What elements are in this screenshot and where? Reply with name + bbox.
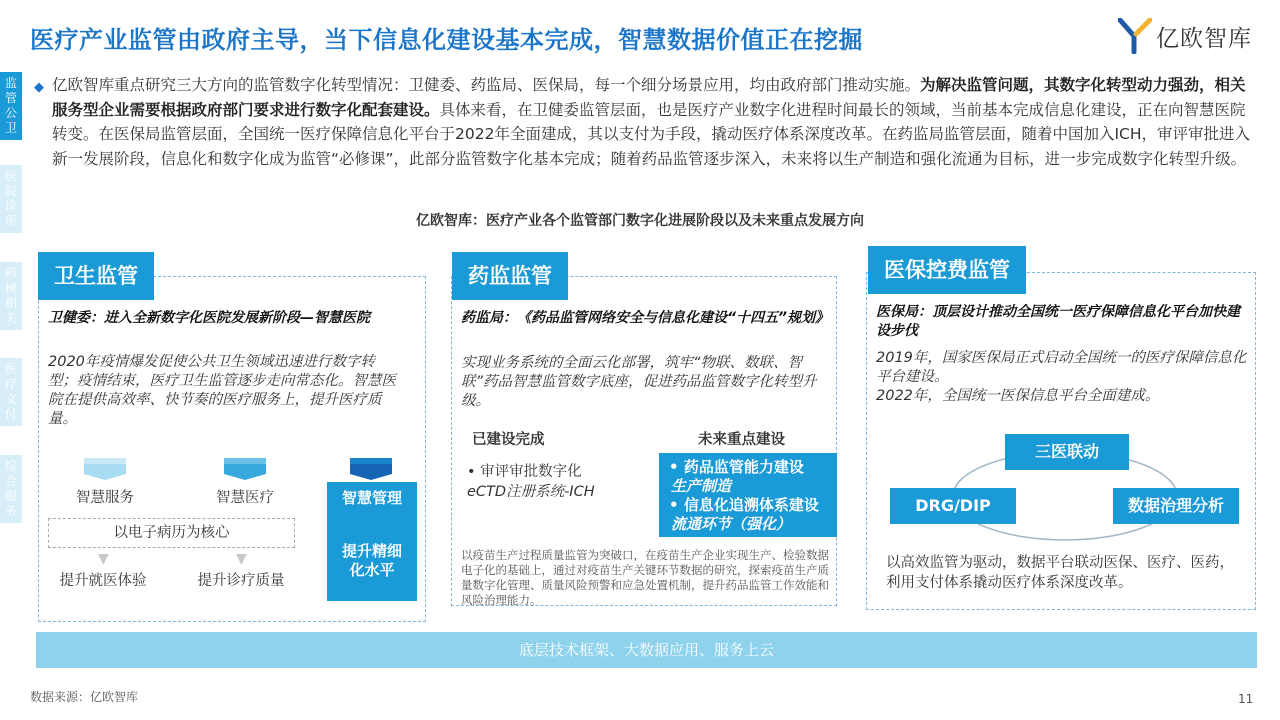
intro-text-2: 具体来看，在卫健委监管层面，也是医疗产业数字化进程时间最长的领域，当前基本完成信息化建设，正在向智慧医院转变。在医保局监管层面，全国统一医疗保障信息化平台于2022年全面建成，其以支付为手段，撬动医疗体系深度改革。在药监局监管层面，随着中国加入ICH，审评审批进入新一发展阶段，信息化和数字化成为监管“必修课”，此部分监管数字化基本完成；随着药品监管逐步深入，未来将以生产制造和强化流通为目标，进一步完成数字化转型升级。 (52, 100, 1251, 168)
panel1-heading: 卫健委：进入全新数字化医院发展新阶段—智慧医院 (48, 310, 370, 326)
side-tab-4[interactable]: 医疗文付 (0, 358, 22, 426)
panel3-heading: 医保局：顶层设计推动全国统一医疗保障信息化平台加快建设步伐 (876, 304, 1240, 339)
page-number: 11 (1238, 692, 1254, 706)
future-focus-box (659, 453, 837, 537)
panel2-title: 药监监管 (452, 252, 568, 300)
diamond-bullet-icon: ◆ (34, 80, 44, 95)
future-item-1: • 药品监管能力建设 (669, 458, 804, 476)
side-tab-2[interactable]: 医院诊所 (0, 165, 22, 233)
cube-icon-2 (224, 458, 266, 480)
panel2-heading: 药监局：《药品监管网络安全与信息化建设“十四五”规划》 (461, 310, 830, 326)
item-smart-medical: 智慧医疗 (216, 490, 274, 506)
outcome-experience: 提升就医体验 (59, 573, 147, 589)
logo-text: 亿欧智库 (1156, 25, 1252, 52)
intro-text-bold: 为解决监管问题，其数字化转型动力强劲，相关服务型企业需要根据政府部门要求进行数字化配套建设。 (52, 76, 1246, 119)
arrow-down-icon: ▼ (98, 551, 109, 567)
panel3-body-1: 2019年，国家医保局正式启动全国统一的医疗保障信息化平台建设。 (876, 350, 1247, 385)
outcome-refinement: 提升精细化水平 (341, 542, 402, 579)
data-source: 数据来源：亿欧智库 (30, 690, 139, 704)
page-title: 医疗产业监管由政府主导，当下信息化建设基本完成，智慧数据价值正在挖掘 (30, 26, 863, 54)
panel3-body-2: 2022年，全国统一医保信息平台全面建成。 (876, 388, 1160, 404)
future-item-1-sub: 生产制造 (671, 477, 732, 495)
built-header: 已建设完成 (472, 432, 545, 448)
logo-icon (1118, 18, 1152, 54)
intro-paragraph (52, 73, 1252, 171)
arrow-down-icon: ▼ (236, 551, 247, 567)
outcome-quality: 提升诊疗质量 (197, 573, 285, 589)
tag-three-linkage: 三医联动 (1005, 434, 1129, 470)
panel3-footer: 以高效监管为驱动，数据平台联动医保、医疗、医药，利用支付体系撬动医疗体系深度改革。 (886, 555, 1234, 591)
foundation-bar: 底层技术框架、大数据应用、服务上云 (36, 632, 1257, 668)
item-smart-service: 智慧服务 (76, 490, 134, 506)
side-tab-1[interactable]: 监管公卫 (0, 72, 22, 140)
built-item-text: 审评审批数字化 (480, 464, 582, 480)
side-tab-5[interactable]: 综合服务 (0, 455, 22, 523)
intro-text-1: 亿欧智库重点研究三大方向的监管数字化转型情况：卫健委、药监局、医保局，每一个细分场景应用，均由政府部门推动实施。 (52, 76, 921, 94)
tag-data-governance: 数据治理分析 (1113, 488, 1239, 524)
future-header: 未来重点建设 (698, 432, 785, 448)
emr-core-box: 以电子病历为核心 (48, 518, 295, 548)
smart-management-box (327, 482, 417, 601)
figure-subtitle: 亿欧智库：医疗产业各个监管部门数字化进展阶段以及未来重点发展方向 (416, 213, 864, 229)
built-item: • 审评审批数字化 (467, 464, 582, 480)
panel1-title: 卫生监管 (38, 252, 154, 300)
tag-drg-dip: DRG/DIP (890, 488, 1016, 524)
panel3-title: 医保控费监管 (868, 246, 1026, 294)
brand-logo (1118, 18, 1252, 54)
future-item-2: • 信息化追溯体系建设 (669, 496, 819, 514)
panel2-body: 实现业务系统的全面云化部署，筑牢“物联、数联、智联”药品智慧监管数字底座，促进药品监管数字化转型升级。 (461, 355, 817, 409)
panel2-note: 以疫苗生产过程质量监管为突破口，在疫苗生产企业实现生产、检验数据电子化的基础上，通过对疫苗生产关键环节数据的研究，探索疫苗生产质量数字化管理、质量风险预警和应急处置机制，提升药品监管工作效能和风险治理能力。 (461, 548, 829, 607)
built-item-sub: eCTD注册系统-ICH (467, 484, 595, 500)
future-item-2-sub: 流通环节（强化） (671, 515, 792, 533)
item-smart-management: 智慧管理 (341, 489, 402, 507)
side-tab-3[interactable]: 药械相关 (0, 262, 22, 330)
panel1-body: 2020年疫情爆发促使公共卫生领域迅速进行数字转型；疫情结束，医疗卫生监管逐步走向常态化。智慧医院在提供高效率、快节奏的医疗服务上，提升医疗质量。 (48, 354, 396, 427)
cube-icon-1 (84, 458, 126, 480)
cube-icon-3 (350, 458, 392, 480)
